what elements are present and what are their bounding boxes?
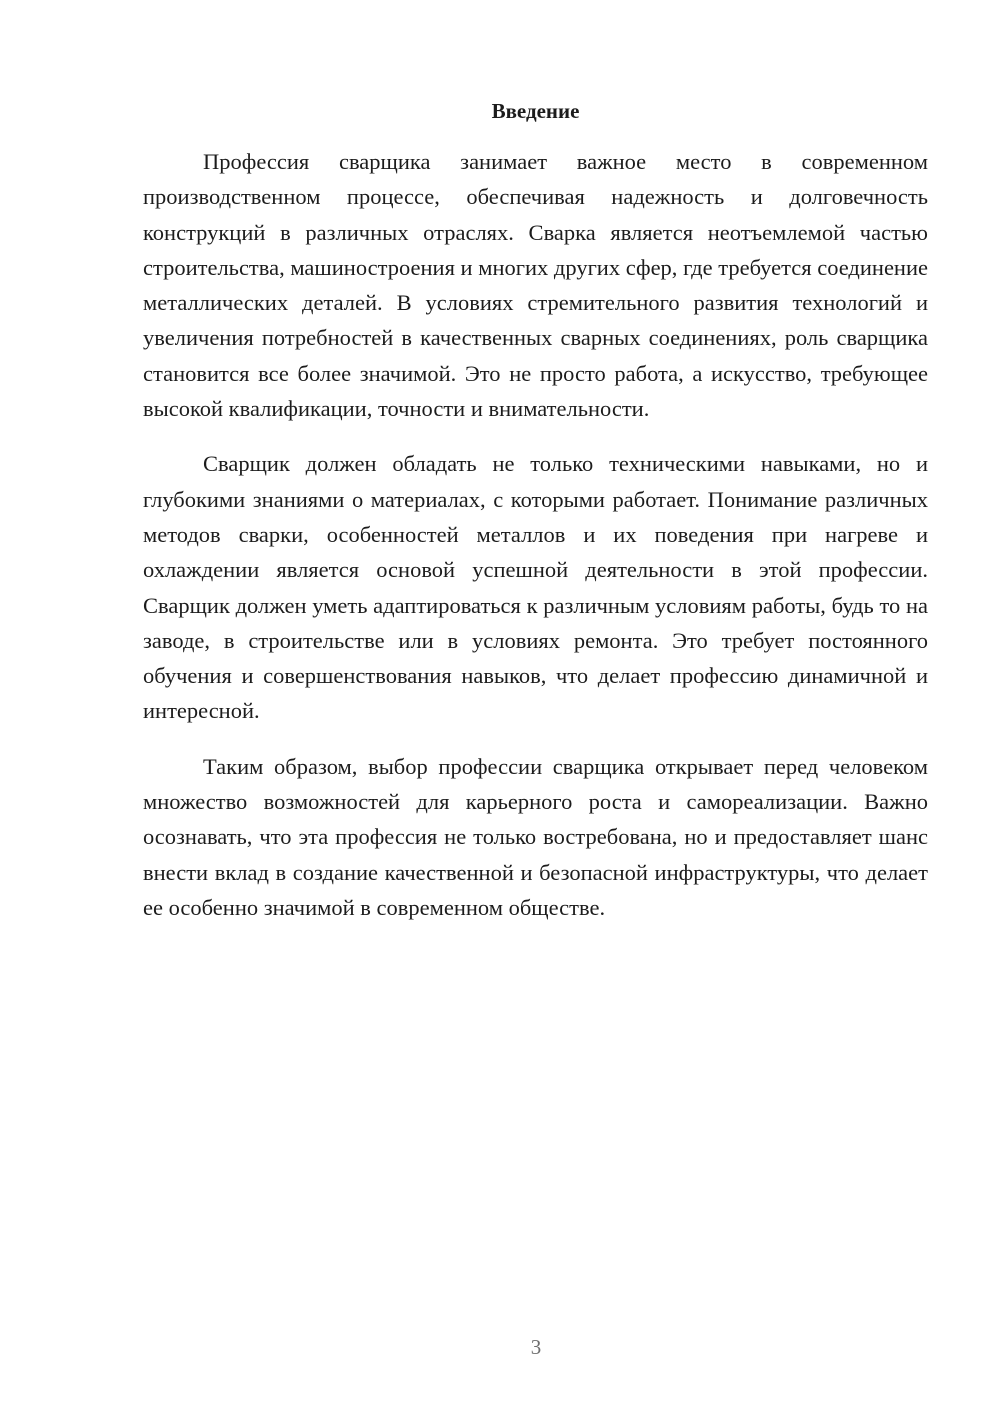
page-content xyxy=(143,96,928,925)
page-number: 3 xyxy=(530,1335,542,1359)
paragraph-3: Таким образом, выбор профессии сварщика открывает перед человеком множество возможностей для карьерного роста и самореализации. Важно осознавать, что эта профессия не только востребована, но и предоставляет шанс внести вклад в создание качественной и безопасной инфраструктуры, что делает ее особенно значимой в современном обществе. xyxy=(143,753,928,920)
section-heading: Введение xyxy=(491,99,580,123)
paragraph-2: Сварщик должен обладать не только техническими навыками, но и глубокими знаниями о материалах, с которыми работает. Понимание различных методов сварки, особенностей металлов и их поведения при нагреве и охлаждении является основой успешной деятельности в этой профессии. Сварщик должен уметь адаптироваться к различным условиям работы, будь то на заводе, в строительстве или в условиях ремонта. Это требует постоянного обучения и совершенствования навыков, что делает профессию динамичной и интересной. xyxy=(143,451,928,724)
paragraph-1: Профессия сварщика занимает важное место в современном производственном процессе, обеспечивая надежность и долговечность конструкций в различных отраслях. Сварка является неотъемлемой частью строительства, машиностроения и многих других сфер, где требуется соединение металлических деталей. В условиях стремительного развития технологий и увеличения потребностей в качественных сварных соединениях, роль сварщика становится все более значимой. Это не просто работа, а искусство, требующее высокой квалификации, точности и внимательности. xyxy=(143,149,928,422)
